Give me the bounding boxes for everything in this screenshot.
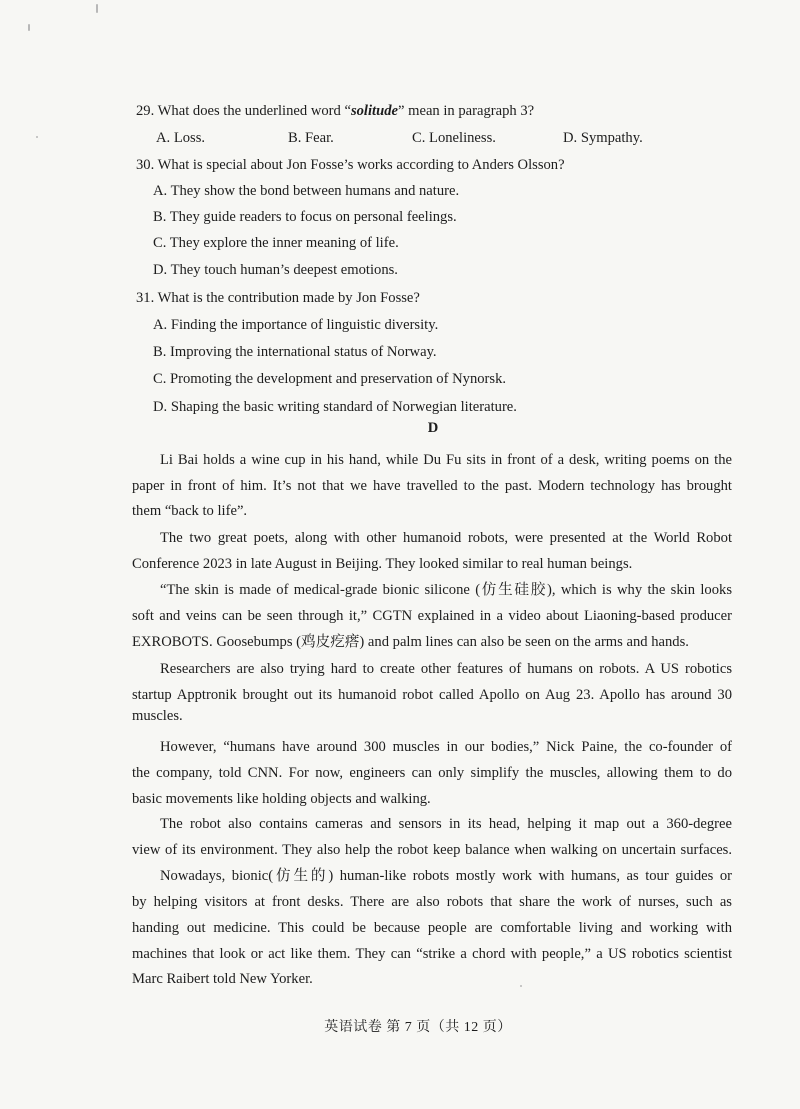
passage-line: “The skin is made of medical-grade bionic silicone (仿生硅胶), which is why the skin looks <box>160 582 732 598</box>
option-c: C. They explore the inner meaning of life. <box>153 235 399 251</box>
passage-line: startup Apptronik brought out its humanoid robot called Apollo on Aug 23. Apollo has around 30 <box>132 687 732 703</box>
passage-line: Marc Raibert told New Yorker. <box>132 971 313 987</box>
passage-line: Researchers are also trying hard to create other features of humans on robots. A US robotics <box>160 661 732 677</box>
passage-line: The two great poets, along with other humanoid robots, were presented at the World Robot <box>160 530 732 546</box>
question-number: 30. <box>136 157 155 173</box>
passage-line: by helping visitors at front desks. There are also robots that share the work of nurses, such as <box>132 894 732 910</box>
passage-line: machines that look or act like them. They can “strike a chord with people,” a US robotics scientist <box>132 946 732 962</box>
question-31-stem <box>136 288 420 308</box>
question-stem: What is special about Jon Fosse’s works according to Anders Olsson? <box>157 157 565 173</box>
option-d: D. Shaping the basic writing standard of Norwegian literature. <box>153 399 517 415</box>
question-number: 29. <box>136 103 155 119</box>
option-b: B. They guide readers to focus on personal feelings. <box>153 209 457 225</box>
passage-line: However, “humans have around 300 muscles in our bodies,” Nick Paine, the co-founder of <box>160 739 732 755</box>
option-c: C. Promoting the development and preservation of Nynorsk. <box>153 371 507 387</box>
option-c: C. Loneliness. <box>412 130 496 146</box>
option-d: D. They touch human’s deepest emotions. <box>153 262 398 278</box>
passage-line: handing out medicine. This could be because people are comfortable living and working with <box>132 920 732 936</box>
question-number: 31. <box>136 290 155 306</box>
passage-line: them “back to life”. <box>132 503 248 519</box>
underlined-word: solitude <box>350 103 398 119</box>
option-b: B. Fear. <box>288 130 334 146</box>
question-stem-after: ” mean in paragraph 3? <box>397 103 535 119</box>
passage-line: basic movements like holding objects and walking. <box>132 791 431 807</box>
passage-line: EXROBOTS. Goosebumps (鸡皮疙瘩) and palm lines can also be seen on the arms and hands. <box>132 634 689 650</box>
option-a: A. They show the bond between humans and nature. <box>153 183 460 199</box>
passage-line: the company, told CNN. For now, engineers can only simplify the muscles, allowing them to do <box>132 765 732 781</box>
passage-label: D <box>427 420 439 436</box>
passage-line: The robot also contains cameras and sensors in its head, helping it map out a 360-degree <box>160 816 732 832</box>
passage-line: paper in front of him. It’s not that we have travelled to the past. Modern technology has brought <box>132 478 732 494</box>
option-a: A. Finding the importance of linguistic diversity. <box>153 317 439 333</box>
option-d: D. Sympathy. <box>563 130 643 146</box>
page-footer: 英语试卷 第 7 页（共 12 页） <box>324 1020 512 1035</box>
passage-line: Conference 2023 in late August in Beijing. They looked similar to real human beings. <box>132 556 633 572</box>
option-a: A. Loss. <box>156 130 206 146</box>
passage-line: soft and veins can be seen through it,” CGTN explained in a video about Liaoning-based producer <box>132 608 732 624</box>
passage-line: muscles. <box>132 708 183 724</box>
question-stem-before: What does the underlined word “ <box>157 103 351 119</box>
question-29-stem <box>136 101 534 121</box>
passage-line: view of its environment. They also help the robot keep balance when walking on uncertain surfaces. <box>132 842 732 858</box>
question-stem: What is the contribution made by Jon Fosse? <box>157 290 420 306</box>
option-b: B. Improving the international status of Norway. <box>153 344 437 360</box>
passage-line: Nowadays, bionic(仿生的) human-like robots mostly work with humans, as tour guides or <box>160 868 732 884</box>
question-30-stem <box>136 155 565 175</box>
passage-line: Li Bai holds a wine cup in his hand, while Du Fu sits in front of a desk, writing poems on the <box>160 452 732 468</box>
